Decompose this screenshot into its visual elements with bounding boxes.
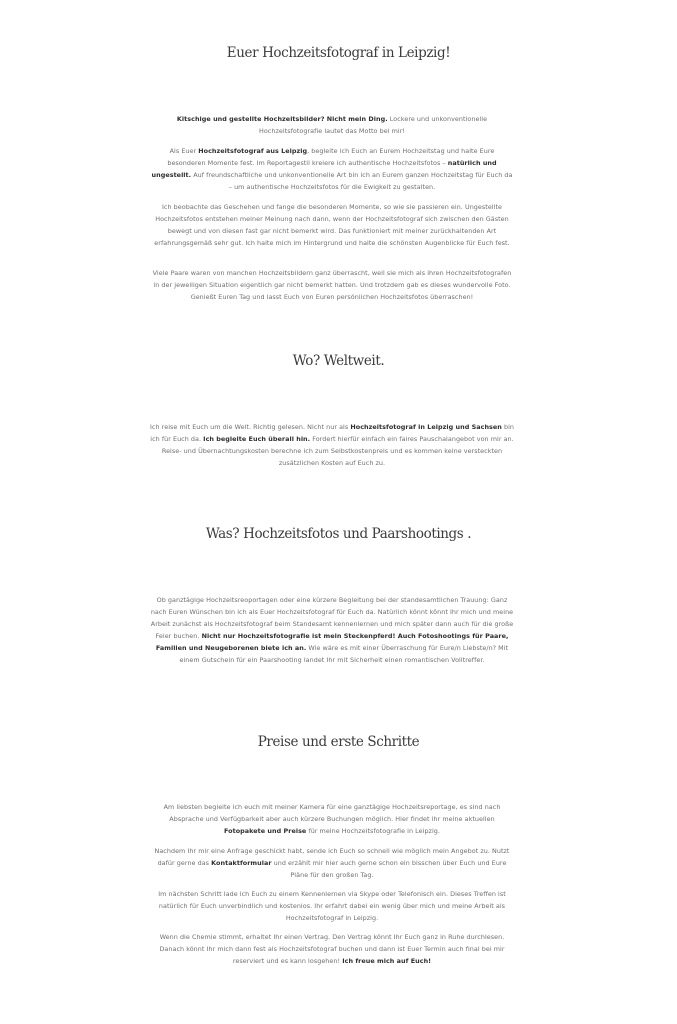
emphasis-text: Kitschige und gestellte Hochzeitsbilder? Nicht mein Ding. (176, 115, 388, 123)
emphasis-text: Ich freue mich auf Euch! (342, 957, 432, 965)
body-text: , begleite ich Euch an Eurem Hochzeitstag und halte Eure besonderen Momente fest. Im Reportagestil kreiere ich authentische Hochzeitsfotos – (167, 147, 495, 167)
body-text: Auf freundschaftliche und unkonventionelle Art bin ich an Eurem ganzen Hochzeitstag für Euch da – um authentische Hochzeitsfotos für die Ewigkeit zu gestalten. (191, 171, 513, 191)
surprise-paragraph (150, 267, 514, 303)
body-text: Wenn die Chemie stimmt, erhaltet Ihr einen Vertrag. Den Vertrag könnt Ihr Euch ganz in Ruhe durchlesen. Danach könnt Ihr mich dann fest als Hochzeitsfotograf buchen und dann ist Euer Termin auch final bei mir reserviert und es kann losgehen! (159, 933, 505, 965)
inline-link[interactable]: Kontaktformular (211, 859, 272, 867)
body-text: für meine Hochzeitsfotografie in Leipzig. (306, 827, 440, 835)
body-text: Am liebsten begleite ich euch mit meiner Kamera für eine ganztägige Hochzeitsreportage, es sind nach Absprache und Verfügbarkeit aber auch kürzere Buchungen möglich. Hier findet ihr meine aktuellen (163, 803, 501, 823)
body-text: Ob ganztägige Hochzeitsreoportagen oder eine kürzere Begleitung bei der standesamtlichen Trauung: Ganz nach Euren Wünschen bin ich als Euer Hochzeitsfotograf für Euch da. Natürlich könnt könnt Ihr mich und meine Arbeit zunächst als Hochzeitsfotograf beim Standesamt kennenlernen und mich später dann auch für die große Feier buchen. (150, 596, 514, 640)
meeting-paragraph (150, 888, 514, 924)
body-text: Fordert hierfür einfach ein faires Pauschalangebot von mir an. Reise- und Übernachtungskosten berechne ich zum Selbstkostenpreis und es kommen keine versteckten zusätzlichen Kosten auf Euch zu. (161, 435, 514, 467)
body-text: bin ich für Euch da. (150, 423, 515, 443)
body-text: Als Euer (169, 147, 199, 155)
body-text: und erzählt mir hier auch gerne schon ein bisschen über Euch und Eure Pläne für den großen Tag. (271, 859, 507, 879)
body-text: Wie wäre es mit einer Überraschung für Eure/n Liebste/n? Mit einem Gutschein für ein Paarshooting landet Ihr mit Sicherheit einen romantischen Volltreffer. (179, 644, 509, 664)
body-text: Lockere und unkonventionelle Hochzeitsfotografie lautet das Motto bei mir! (258, 115, 488, 135)
body-text: Im nächsten Schritt lade ich Euch zu einem Kennenlernen via Skype oder Telefonisch ein. Dieses Treffen ist natürlich für Euch unverbindlich und kostenlos. Ihr erfahrt dabei ein wenig über mich und meine Arbeit als Hochzeitsfotograf in Leipzig. (158, 890, 506, 922)
section-heading-preise: Preise und erste Schritte (257, 734, 420, 750)
emphasis-text: natürlich und ungestellt. (151, 159, 497, 179)
emphasis-text: Ich begleite Euch überall hin. (203, 435, 311, 443)
body-text: Nachdem Ihr mir eine Anfrage geschickt habt, sende ich Euch so schnell wie möglich mein Angebot zu. Nutzt dafür gerne das (154, 847, 510, 867)
inquiry-paragraph (150, 845, 514, 881)
intro-paragraph (150, 113, 514, 137)
pricing-paragraph (150, 801, 514, 837)
inline-link[interactable]: Fotopakete und Preise (224, 827, 307, 835)
section-heading-hochzeitsfotos-paarshootings: Was? Hochzeitsfotos und Paarshootings . (205, 526, 472, 542)
approach-paragraph (150, 201, 514, 249)
travel-paragraph (150, 421, 514, 469)
body-text: Ich beobachte das Geschehen und fange die besonderen Momente, so wie sie passieren ein. Ungestellte Hochzeitsfotos entstehen meiner Meinung nach dann, wenn der Hochzeitsfotograf sich zwischen den Gästen bewegt und von diesen fast gar nicht bemerkt wird. Das funktioniert mit meiner zurückhaltenden Art erfahrungsgemäß sehr gut. Ich halte mich im Hintergrund und halte die schönsten Augenblicke für Euch fest. (154, 203, 510, 247)
emphasis-text: Hochzeitsfotograf in Leipzig und Sachsen (350, 423, 502, 431)
about-paragraph (150, 145, 514, 193)
section-heading-hochzeitsfotograf: Euer Hochzeitsfotograf in Leipzig! (226, 45, 451, 61)
emphasis-text: Nicht nur Hochzeitsfotografie ist mein Steckenpferd! Auch Fotoshootings für Paare, Familien und Neugeborenen biete ich an. (155, 632, 509, 652)
section-heading-weltweit: Wo? Weltweit. (292, 353, 385, 369)
contract-paragraph (150, 931, 514, 967)
emphasis-text: Hochzeitsfotograf aus Leipzig (198, 147, 308, 155)
body-text: Ich reise mit Euch um die Welt. Richtig gelesen. Nicht nur als (150, 423, 351, 431)
services-paragraph (150, 594, 514, 666)
body-text: Viele Paare waren von manchen Hochzeitsbildern ganz überrascht, weil sie mich als ihren Hochzeitsfotografen in der jeweiligen Situation eigentlich gar nicht bemerkt hatten. Und trotzdem gab es dieses wundervolle Foto. Genießt Euren Tag und lasst Euch von Euren persönlichen Hochzeitsfotos überraschen! (152, 269, 512, 301)
